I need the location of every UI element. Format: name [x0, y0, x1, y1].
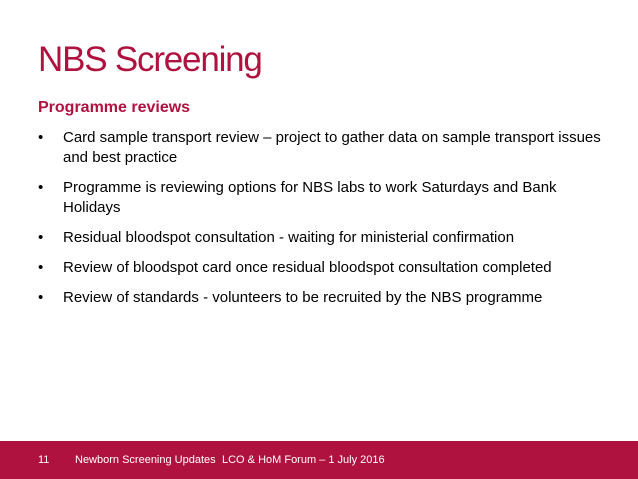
section-heading: Programme reviews: [38, 99, 191, 116]
bullet-item: [38, 178, 608, 218]
bullet-text: Review of standards - volunteers to be recruited by the NBS programme: [63, 289, 543, 306]
footer-event: LCO & HoM Forum – 1 July 2016: [222, 454, 385, 466]
bullet-item: [38, 228, 608, 248]
footer-bar: [0, 441, 638, 479]
bullet-item: [38, 128, 608, 168]
slide-title: NBS Screening: [38, 40, 262, 79]
bullet-text: Residual bloodspot consultation - waiting for ministerial confirmation: [63, 229, 515, 246]
bullet-icon: •: [38, 129, 44, 146]
bullet-text: Programme is reviewing options for NBS labs to work Saturdays and Bank Holidays: [63, 179, 557, 216]
bullet-text: Card sample transport review – project to gather data on sample transport issues and best practice: [63, 129, 601, 166]
bullet-text: Review of bloodspot card once residual bloodspot consultation completed: [63, 259, 552, 276]
bullet-item: [38, 258, 608, 278]
bullet-list: [38, 128, 608, 318]
bullet-icon: •: [38, 179, 44, 196]
bullet-icon: •: [38, 229, 44, 246]
page-number: 11: [38, 454, 50, 466]
bullet-item: [38, 288, 608, 308]
footer-title: Newborn Screening Updates: [75, 454, 216, 466]
bullet-icon: •: [38, 289, 44, 306]
bullet-icon: •: [38, 259, 44, 276]
